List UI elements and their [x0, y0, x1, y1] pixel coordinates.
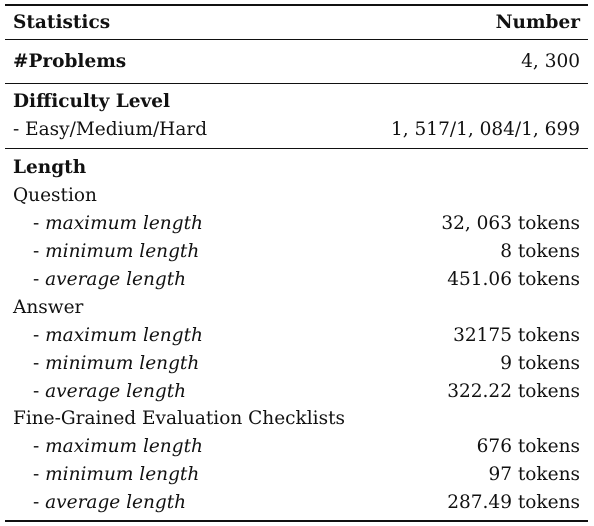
- difficulty-rule: [5, 148, 588, 149]
- answer-min-label: - minimum length: [33, 353, 200, 374]
- answer-max-value: 32175 tokens: [453, 325, 580, 346]
- length-title: Length: [13, 157, 87, 178]
- answer-min-row: [13, 351, 580, 377]
- question-min-row: [13, 239, 580, 265]
- checklists-min-row: [13, 462, 580, 488]
- answer-min-value: 9 tokens: [500, 353, 580, 374]
- length-title-row: [13, 155, 580, 181]
- difficulty-title-row: [13, 89, 580, 115]
- checklists-avg-value: 287.49 tokens: [447, 492, 580, 513]
- answer-label-row: [13, 295, 580, 321]
- question-label: Question: [13, 185, 97, 206]
- checklists-label-row: [13, 406, 580, 432]
- checklists-min-value: 97 tokens: [488, 464, 580, 485]
- checklists-avg-label: - average length: [33, 492, 187, 513]
- checklists-max-value: 676 tokens: [476, 436, 580, 457]
- question-max-row: [13, 211, 580, 237]
- answer-avg-row: [13, 379, 580, 405]
- header-row: [13, 10, 580, 36]
- question-min-value: 8 tokens: [500, 241, 580, 262]
- difficulty-row: [13, 117, 580, 143]
- answer-avg-label: - average length: [33, 381, 187, 402]
- question-label-row: [13, 183, 580, 209]
- answer-label: Answer: [13, 297, 84, 318]
- question-min-label: - minimum length: [33, 241, 200, 262]
- answer-max-row: [13, 323, 580, 349]
- difficulty-title: Difficulty Level: [13, 91, 171, 112]
- problems-rule: [5, 83, 588, 84]
- problems-value: 4, 300: [521, 51, 580, 72]
- difficulty-label: - Easy/Medium/Hard: [13, 119, 208, 140]
- problems-row: [13, 49, 580, 75]
- problems-label: #Problems: [13, 51, 127, 72]
- difficulty-value: 1, 517/1, 084/1, 699: [391, 119, 580, 140]
- checklists-min-label: - minimum length: [33, 464, 200, 485]
- checklists-avg-row: [13, 490, 580, 516]
- question-max-value: 32, 063 tokens: [441, 213, 580, 234]
- header-number: Number: [495, 12, 580, 33]
- top-rule: [5, 4, 588, 6]
- checklists-max-row: [13, 434, 580, 460]
- question-avg-row: [13, 267, 580, 293]
- question-avg-value: 451.06 tokens: [447, 269, 580, 290]
- question-avg-label: - average length: [33, 269, 187, 290]
- checklists-max-label: - maximum length: [33, 436, 203, 457]
- answer-max-label: - maximum length: [33, 325, 203, 346]
- question-max-label: - maximum length: [33, 213, 203, 234]
- header-rule: [5, 39, 588, 40]
- checklists-label: Fine-Grained Evaluation Checklists: [13, 408, 345, 429]
- bottom-rule: [5, 520, 588, 522]
- header-statistics: Statistics: [13, 12, 111, 33]
- answer-avg-value: 322.22 tokens: [447, 381, 580, 402]
